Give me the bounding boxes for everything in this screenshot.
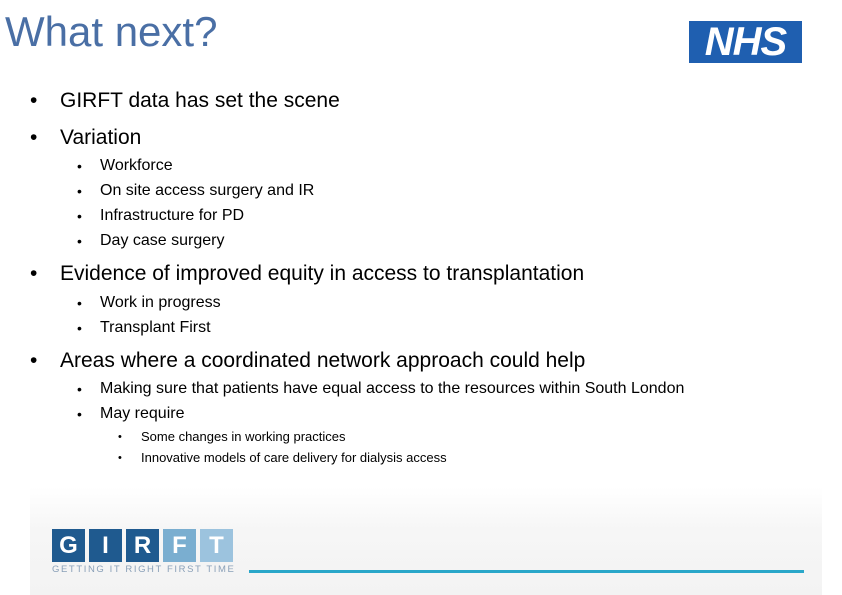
- bullet-dot-icon: •: [118, 431, 122, 443]
- bullet-dot-icon: •: [77, 320, 82, 336]
- bullet-text: Variation: [60, 126, 142, 149]
- sub-sub-bullet-text: Innovative models of care delivery for dialysis access: [141, 450, 447, 465]
- sub-bullet-text: Workforce: [100, 157, 173, 174]
- girft-letter-t: T: [200, 529, 233, 562]
- bullet-text: Areas where a coordinated network approach could help: [60, 349, 586, 372]
- sub-bullet-text: Day case surgery: [100, 232, 225, 249]
- girft-letter-r: R: [126, 529, 159, 562]
- bullet-dot-icon: •: [30, 89, 38, 112]
- bullet-dot-icon: •: [77, 233, 82, 249]
- bullet-dot-icon: •: [77, 406, 82, 422]
- sub-bullet-text: On site access surgery and IR: [100, 182, 315, 199]
- bullet-text: GIRFT data has set the scene: [60, 89, 340, 112]
- girft-letter-f: F: [163, 529, 196, 562]
- nhs-logo-text: NHS: [704, 21, 787, 63]
- sub-bullet-text: May require: [100, 405, 185, 422]
- girft-logo: [52, 529, 252, 575]
- bullet-dot-icon: •: [77, 381, 82, 397]
- footer-rule: [249, 570, 804, 573]
- bullet-dot-icon: •: [77, 208, 82, 224]
- sub-bullet-text: Making sure that patients have equal access to the resources within South London: [100, 380, 685, 397]
- sub-bullet-text: Infrastructure for PD: [100, 207, 245, 224]
- bullet-text: Evidence of improved equity in access to transplantation: [60, 262, 585, 285]
- bullet-dot-icon: •: [118, 452, 122, 464]
- sub-sub-bullet-text: Some changes in working practices: [141, 429, 346, 444]
- bullet-dot-icon: •: [30, 262, 38, 285]
- bullet-dot-icon: •: [77, 295, 82, 311]
- girft-letter-i: I: [89, 529, 122, 562]
- nhs-logo: [689, 21, 802, 63]
- girft-tagline: GETTING IT RIGHT FIRST TIME: [52, 564, 236, 575]
- bullet-dot-icon: •: [30, 126, 38, 149]
- slide-title: What next?: [5, 8, 218, 55]
- sub-bullet-text: Transplant First: [100, 319, 211, 336]
- bullet-dot-icon: •: [77, 183, 82, 199]
- bullet-dot-icon: •: [30, 349, 38, 372]
- bullet-dot-icon: •: [77, 158, 82, 174]
- girft-letter-g: G: [52, 529, 85, 562]
- sub-bullet-text: Work in progress: [100, 294, 221, 311]
